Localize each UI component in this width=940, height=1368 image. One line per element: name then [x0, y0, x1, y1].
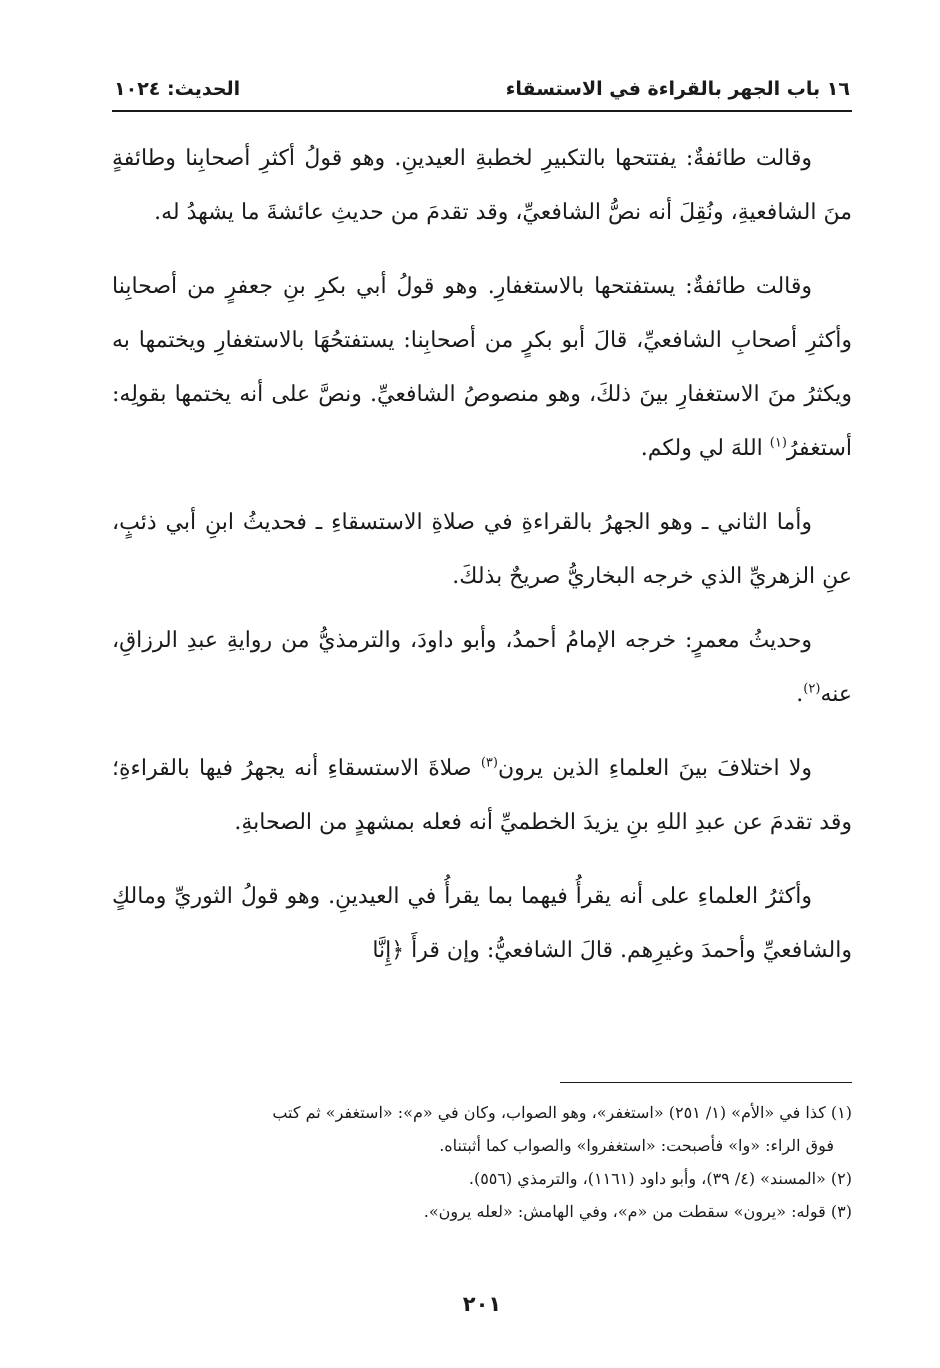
footnote-ref-2[interactable]: (٢) — [803, 681, 821, 697]
paragraph-3: وأما الثاني ـ وهو الجهرُ بالقراءةِ في صلاةِ الاستسقاءِ ـ فحديثُ ابنِ أبي ذئبٍ، عنِ الزهريِّ الذي خرجه البخاريُّ صريحٌ بذلكَ. — [112, 510, 852, 589]
paragraph-5: ولا اختلافَ بينَ العلماءِ الذين يرون$^{(٣)}$ صلاةَ الاستسقاءِ أنه يجهرُ فيها بالقراءةِ؛ وقد تقدمَ عن عبدِ اللهِ بنِ يزيدَ الخطميِّ أنه فعله بمشهدٍ من الصحابةِ. — [112, 755, 852, 835]
hadith-number: الحديث: ١٠٢٤ — [114, 78, 241, 100]
chapter-title: ١٦ باب الجهر بالقراءة في الاستسقاء — [505, 78, 850, 100]
paragraph-4: وحديثُ معمرٍ: خرجه الإمامُ أحمدُ، وأبو داودَ، والترمذيُّ من روايةِ عبدِ الرزاقِ، عنه$^{(٢)}$. — [112, 628, 852, 707]
footnote-ref-3[interactable]: (٣) — [480, 755, 498, 771]
page-number: ٢٠١ — [462, 1292, 502, 1316]
running-header — [112, 70, 852, 112]
paragraph-6: وأكثرُ العلماءِ على أنه يقرأُ فيهما بما يقرأُ في العيدينِ. وهو قولُ الثوريِّ ومالكٍ والشافعيِّ وأحمدَ وغيرِهم. قالَ الشافعيُّ: وإن قرأَ ﴿إِنَّا — [112, 884, 852, 963]
footnote-ref-1[interactable]: (١) — [769, 435, 787, 451]
footnote-divider — [560, 1082, 852, 1083]
main-text — [112, 132, 852, 988]
footnote-1-continued: فوق الراء: «وا» فأصبحت: «استغفروا» والصواب كما أثبتناه. — [439, 1136, 834, 1155]
footnote-2: (٢) «المسند» (٤/ ٣٩)، وأبو داود (١١٦١)، والترمذي (٥٥٦). — [468, 1169, 852, 1188]
book-page — [112, 70, 852, 1350]
paragraph-2: وقالت طائفةٌ: يستفتحها بالاستغفارِ. وهو قولُ أبي بكرِ بنِ جعفرٍ من أصحابِنا وأكثرِ أصحابِ الشافعيِّ، قالَ أبو بكرٍ من أصحابِنا: يستفتحُهَا بالاستغفارِ ويختمها به ويكثرُ منَ الاستغفارِ بينَ ذلكَ، وهو منصوصُ الشافعيِّ. ونصَّ على أنه يختمها بقولِه: أستغفرُ$^{(١)}$ اللهَ لي ولكم. — [112, 274, 852, 461]
footnote-1: (١) كذا في «الأم» (١/ ٢٥١) «استغفر»، وهو الصواب، وكان في «م»: «استغفر» ثم كتب — [272, 1103, 852, 1122]
footnotes — [112, 1096, 852, 1228]
paragraph-1: وقالت طائفةٌ: يفتتحها بالتكبيرِ لخطبةِ العيدينِ. وهو قولُ أكثرِ أصحابِنا وطائفةٍ منَ الشافعيةِ، ونُقِلَ أنه نصُّ الشافعيِّ، وقد تقدمَ من حديثِ عائشةَ ما يشهدُ له. — [112, 146, 852, 225]
footnote-3: (٣) قوله: «يرون» سقطت من «م»، وفي الهامش: «لعله يرون». — [423, 1202, 852, 1221]
